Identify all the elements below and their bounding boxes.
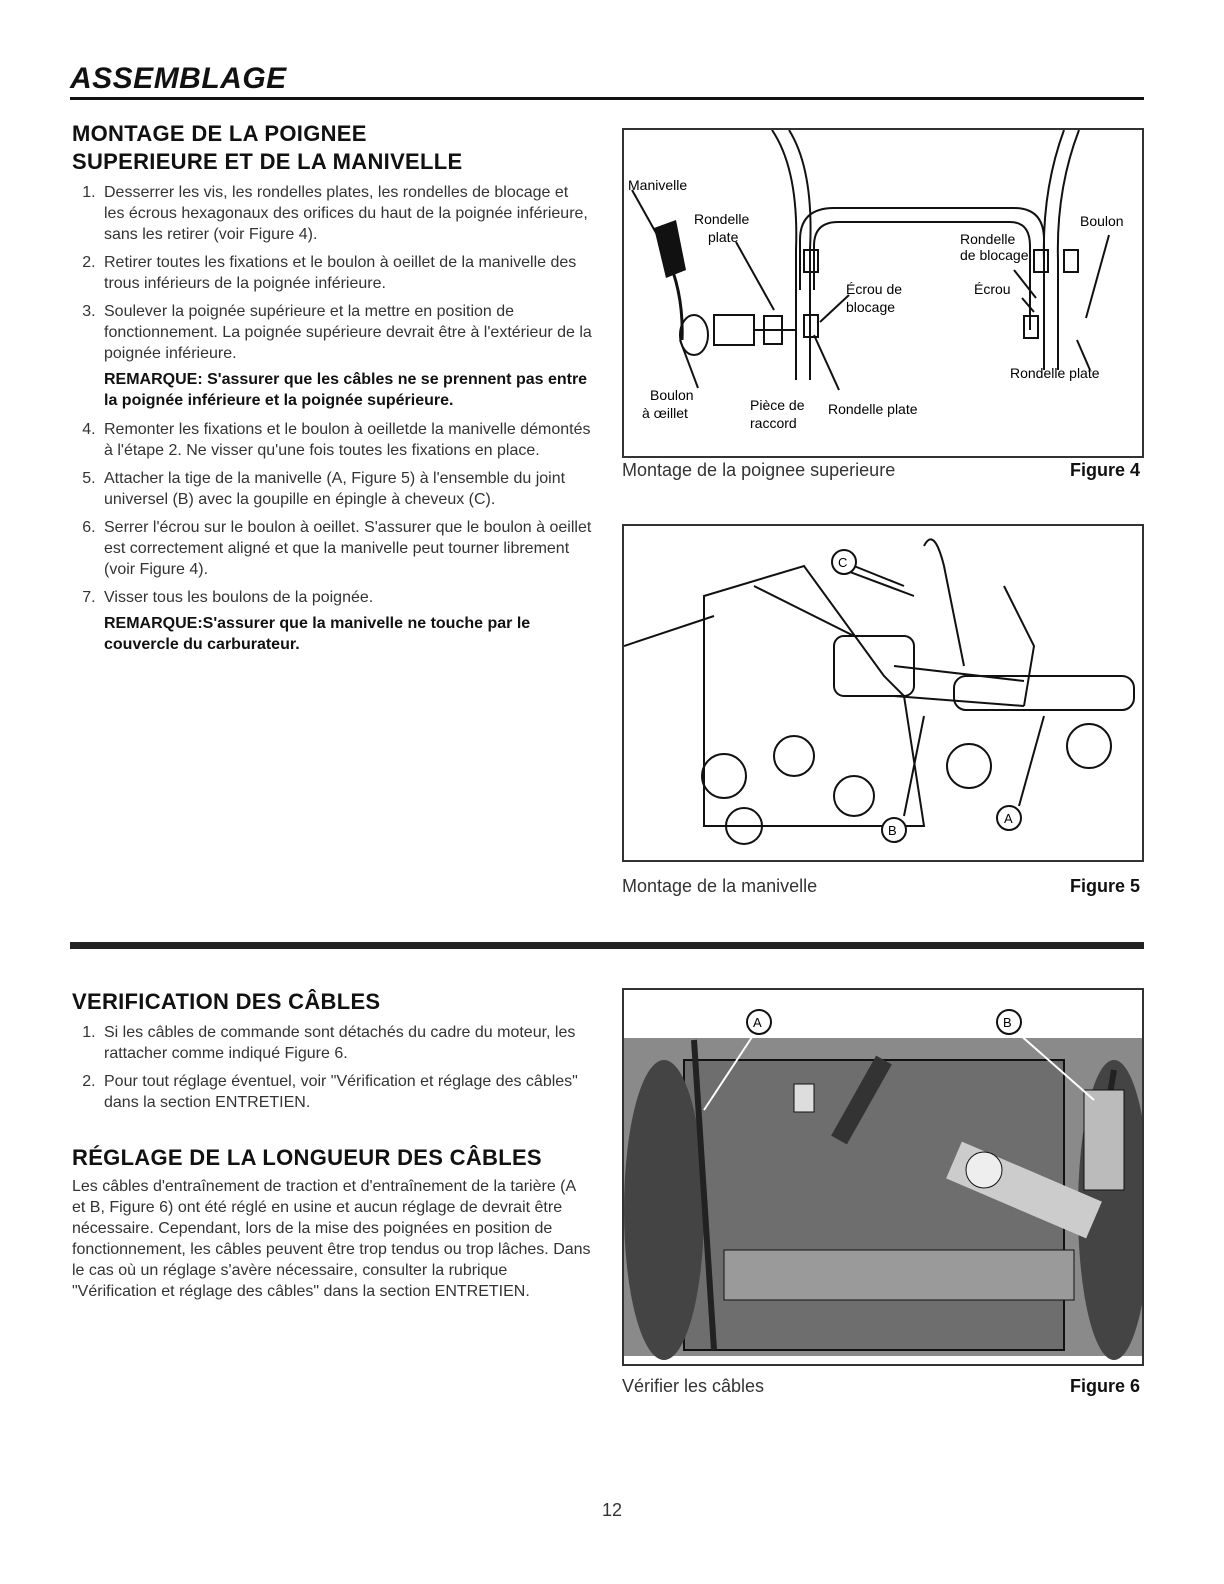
montage-steps <box>72 182 592 364</box>
callout-manivelle: Manivelle <box>628 177 688 193</box>
figure-6-caption: Vérifier les câbles <box>622 1376 765 1396</box>
section-header-title: ASSEMBLAGE <box>70 62 287 95</box>
step-2: 2. Retirer toutes les fixations et le boulon à oeillet de la manivelle des trous inférieurs de la poignée inférieure. <box>100 252 592 294</box>
montage-steps-continued <box>72 419 592 608</box>
section-title-line2: SUPERIEURE ET DE LA MANIVELLE <box>72 149 463 174</box>
callout-ecrou-blocage-1: Écrou de <box>846 281 903 297</box>
callout-rondelle-plate-bottom: Rondelle plate <box>828 401 918 417</box>
figure-4-caption: Montage de la poignee superieure <box>622 460 896 480</box>
figure-4-frame <box>622 128 1144 458</box>
figure-4-label: Figure 4 <box>1069 460 1140 480</box>
section-reglage <box>72 1144 592 1302</box>
remark-carburateur: REMARQUE:S'assurer que la manivelle ne touche par le couvercle du carburateur. <box>104 615 531 653</box>
callout-fig6-a: A <box>753 1015 762 1030</box>
callout-fig6-b: B <box>1003 1015 1012 1030</box>
callout-rondelle-blocage-2: de blocage <box>960 247 1029 263</box>
figure-6-illustration <box>624 990 1142 1364</box>
figure-5-frame <box>622 524 1144 862</box>
remark-cables: REMARQUE: S'assurer que les câbles ne se prennent pas entre la poignée inférieure et la poignée supérieure. <box>104 371 588 409</box>
callout-rondelle-plate-right: Rondelle plate <box>1010 365 1100 381</box>
page-number: 12 <box>601 1500 623 1520</box>
step-5: 5. Attacher la tige de la manivelle (A, Figure 5) à l'ensemble du joint universel (B) avec la goupille en épingle à cheveux (C). <box>100 468 592 510</box>
section-title-line1: MONTAGE DE LA POIGNEE <box>72 121 367 146</box>
step-4: 4. Remonter les fixations et le boulon à oeilletde la manivelle démontés à l'étape 2. Ne visser qu'une fois toutes les fixations en place. <box>100 419 592 461</box>
verification-step-2: 2. Pour tout réglage éventuel, voir "Vérification et réglage des câbles" dans la section ENTRETIEN. <box>100 1071 592 1113</box>
section-montage <box>72 120 592 663</box>
step-3: 3. Soulever la poignée supérieure et la mettre en position de fonctionnement. La poignée supérieure devrait être à l'extérieur de la poignée inférieure. <box>100 301 592 364</box>
callout-rondelle-plate-2: plate <box>708 229 739 245</box>
callout-ecrou-blocage-2: blocage <box>846 299 896 315</box>
callout-boulon-oeillet-2: à œillet <box>642 405 688 421</box>
figure-5-label: Figure 5 <box>1069 876 1140 896</box>
step-7: 7. Visser tous les boulons de la poignée. <box>100 587 592 608</box>
header-rule <box>70 97 1144 100</box>
callout-c: C <box>838 555 848 570</box>
figure-5-illustration <box>624 526 1142 860</box>
verification-steps <box>72 1022 592 1113</box>
callout-boulon-top: Boulon <box>1080 213 1124 229</box>
callout-rondelle-blocage-1: Rondelle <box>960 231 1016 247</box>
figure-6-frame <box>622 988 1144 1366</box>
callout-rondelle-plate-1: Rondelle <box>694 211 750 227</box>
figure-4-illustration <box>624 130 1142 456</box>
section-title-verification: VERIFICATION DES CÂBLES <box>72 989 381 1014</box>
reglage-paragraph: Les câbles d'entraînement de traction et d'entraînement de la tarière (A et B, Figure 6) ont été réglé en usine et aucun réglage de devrait être nécessaire. Cependant, lors de la mise des poignées en position de fonctionnement, les câbles peuvent être trop tendus ou trop lâches. Dans le cas où un réglage s'avère nécessaire, consulter la rubrique "Vérification et réglage des câbles" dans la section ENTRETIEN. <box>72 1178 591 1300</box>
section-divider <box>70 942 1144 949</box>
step-6: 6. Serrer l'écrou sur le boulon à oeillet. S'assurer que le boulon à oeillet est correctement aligné et que la manivelle peut tourner librement (voir Figure 4). <box>100 517 592 580</box>
callout-ecrou: Écrou <box>974 281 1011 297</box>
figure-5-caption: Montage de la manivelle <box>622 876 818 896</box>
figure-6-label: Figure 6 <box>1069 1376 1140 1396</box>
callout-piece-raccord-2: raccord <box>750 415 797 431</box>
section-title-reglage: RÉGLAGE DE LA LONGUEUR DES CÂBLES <box>72 1145 542 1170</box>
step-1: 1. Desserrer les vis, les rondelles plates, les rondelles de blocage et les écrous hexagonaux des orifices du haut de la poignée inférieure, sans les retirer (voir Figure 4). <box>100 182 592 245</box>
callout-boulon-oeillet-1: Boulon <box>650 387 694 403</box>
verification-step-1: 1. Si les câbles de commande sont détachés du cadre du moteur, les rattacher comme indiqué Figure 6. <box>100 1022 592 1064</box>
callout-piece-raccord-1: Pièce de <box>750 397 805 413</box>
callout-b: B <box>888 823 897 838</box>
callout-a: A <box>1004 811 1013 826</box>
section-verification <box>72 988 592 1120</box>
